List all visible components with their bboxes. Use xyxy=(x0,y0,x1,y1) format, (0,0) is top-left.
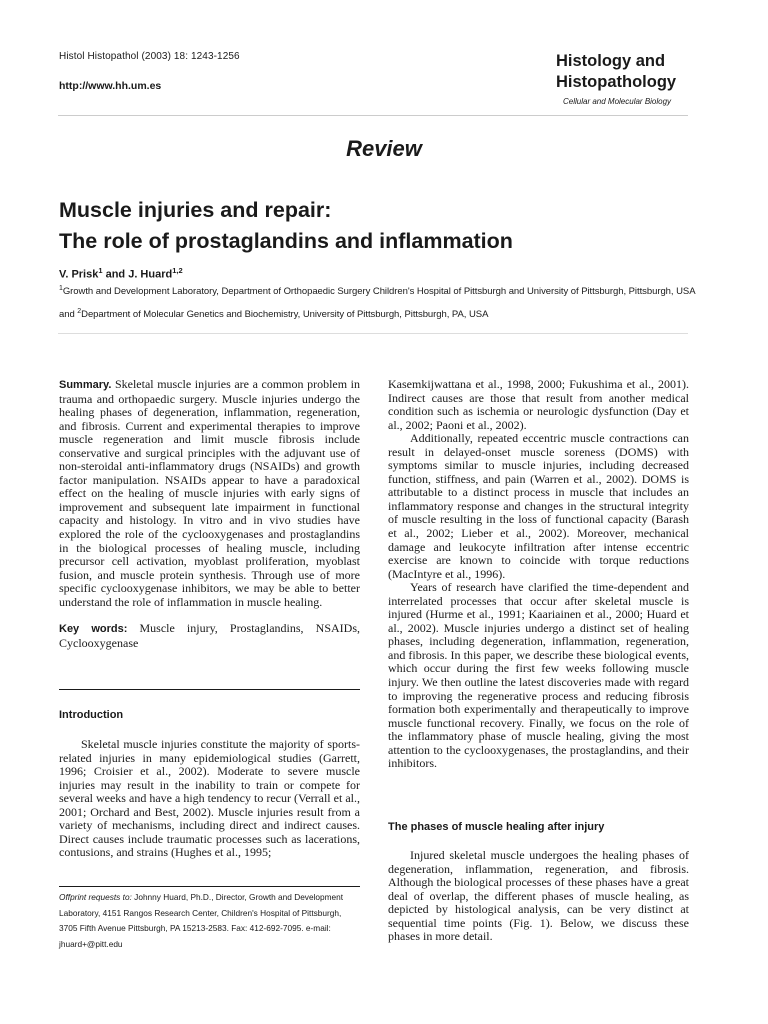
right-para-4: Injured skeletal muscle undergoes the healing phases of degeneration, inflammation, regeneration, and fibrosis. Although the biological processes of these phases have a great deal of overlap, the different phases of muscle healing, as depicted by histological analysis, can be very distinct at sequential time points (Fig. 1). Below, we discuss these phases in more detail. xyxy=(388,848,689,944)
affil-text-2: Department of Molecular Genetics and Biochemistry, University of Pittsburgh, Pittsburgh, PA, USA xyxy=(81,309,489,321)
article-type: Review xyxy=(346,136,422,161)
affil-text-1: Growth and Development Laboratory, Department of Orthopaedic Surgery Children's Hospital of Pittsburgh and University of Pittsburgh, Pittsburgh, USA and xyxy=(59,286,695,321)
keywords xyxy=(59,622,360,650)
left-column xyxy=(59,378,360,650)
offprint-divider xyxy=(59,886,360,887)
keywords-label: Key words: xyxy=(59,623,128,636)
intro-heading: Introduction xyxy=(59,709,124,721)
summary-text: Skeletal muscle injuries are a common problem in trauma and orthopaedic surgery. Muscle injuries undergo the healing phases of degeneration, inflammation, regeneration, and fibrosis. Current and experimental therapies to improve muscle regeneration and limit muscle fibrosis include conservative and surgical principles with the adjuvant use of non-steroidal anti-inflammatory drugs (NSAIDs) and growth factor manipulation. NSAIDs appear to have a paradoxical effect on the healing of muscle injuries with early signs of improvement and subsequent late impairment in functional capacity and histology. In vitro and in vivo studies have explored the role of the cyclooxygenases and prostaglandins in the biological processes of healing muscle, including precursor cell activation, myoblast proliferation, myoblast fusion, and muscle protein synthesis. Through use of more specific cyclooxygenase inhibitors, we may be able to better understand the role of inflammation in muscle healing. xyxy=(59,377,360,609)
title-line2: The role of prostaglandins and inflammation xyxy=(59,229,513,253)
article-title xyxy=(59,195,513,257)
keywords-text: Muscle injury, Prostaglandins, NSAIDs, Cyclooxygenase xyxy=(59,621,360,650)
affil-sup-1: 1 xyxy=(59,285,63,292)
right-para-1: Kasemkijwattana et al., 1998, 2000; Fukushima et al., 2001). Indirect causes are those that result from another medical condition such as ischemia or neurologic dysfunction (Day et al., 2002; Paoni et al., 2002). xyxy=(388,377,689,432)
summary xyxy=(59,378,360,609)
author-2-sup: 1,2 xyxy=(172,266,183,275)
title-line1: Muscle injuries and repair: xyxy=(59,198,332,222)
offprint-text: Johnny Huard, Ph.D., Director, Growth and Development Laboratory, 4151 Rangos Research Center, Children's Hospital of Pittsburgh, 3705 Fifth Avenue Pittsburgh, PA 15213-2583. Fax: 412-692-7095. e-mail: jhuard+@pitt.edu xyxy=(59,892,344,950)
phases-heading: The phases of muscle healing after injury xyxy=(388,821,605,833)
author-join: and xyxy=(102,268,129,281)
citation: Histol Histopathol (2003) 18: 1243-1256 xyxy=(59,51,240,62)
journal-subtitle: Cellular and Molecular Biology xyxy=(563,97,672,106)
offprint-label: Offprint requests to: xyxy=(59,892,132,902)
affiliation-divider xyxy=(58,333,688,334)
right-column xyxy=(388,378,689,771)
summary-label: Summary. xyxy=(59,379,112,391)
author-2: J. Huard xyxy=(128,268,173,281)
journal-url[interactable]: http://www.hh.um.es xyxy=(59,80,162,92)
keywords-divider xyxy=(59,689,360,690)
journal-name xyxy=(556,51,676,93)
right-para-2: Additionally, repeated eccentric muscle contractions can result in delayed-onset muscle soreness (DOMS) with symptoms similar to muscle injuries, including decreased function, stiffness, and pain (Warren et al., 2002). DOMS is attributable to a distinct process in muscle that includes an inflammatory response and changes in the structural integrity of muscle resulting in the loss of functional capacity (Barash et al., 2002; Lieber et al., 2002). Moreover, mechanical damage and leukocyte infiltration after intense eccentric exercise are known to coincide with torque reductions (MacIntyre et al., 1996). xyxy=(388,431,689,581)
offprint xyxy=(59,890,360,953)
intro-text: Skeletal muscle injuries constitute the majority of sports-related injuries in many epidemiological studies (Garrett, 1996; Croisier et al., 2002). Moderate to severe muscle injuries may result in the inability to train or compete for several weeks and have a high tendency to recur (Verrall et al., 2001; Orchard and Best, 2002). Muscle injuries result from a variety of mechanisms, including direct and indirect causes. Direct causes include traumatic processes such as lacerations, contusions, and strains (Hughes et al., 1995; xyxy=(59,737,360,860)
header-divider xyxy=(58,115,688,116)
journal-name-line1: Histology and xyxy=(556,52,666,70)
affiliations xyxy=(59,279,699,325)
author-1: V. Prisk xyxy=(59,268,99,281)
phases-section xyxy=(388,849,689,944)
affil-sup-2: 2 xyxy=(77,308,82,316)
author-1-sup: 1 xyxy=(98,266,103,275)
intro-section xyxy=(59,738,360,860)
journal-name-line2: Histopathology xyxy=(556,73,677,91)
right-para-3: Years of research have clarified the time-dependent and interrelated processes that occur after skeletal muscle is injured (Hurme et al., 1991; Kaariainen et al., 2000; Huard et al., 2002). Muscle injuries undergo a distinct set of healing phases, including degeneration, inflammation, regeneration, and fibrosis. In this paper, we describe these biological events, which occur during the first few weeks following muscle injury. We then outline the latest discoveries made with regard to improving the regenerative process and reducing fibrosis formation both experimentally and therapeutically to improve muscle functional recovery. Finally, we focus on the role of the inflammatory phase of muscle healing, giving the most attention to the cyclooxygenases, the prostaglandins, and their inhibitors. xyxy=(388,580,689,771)
